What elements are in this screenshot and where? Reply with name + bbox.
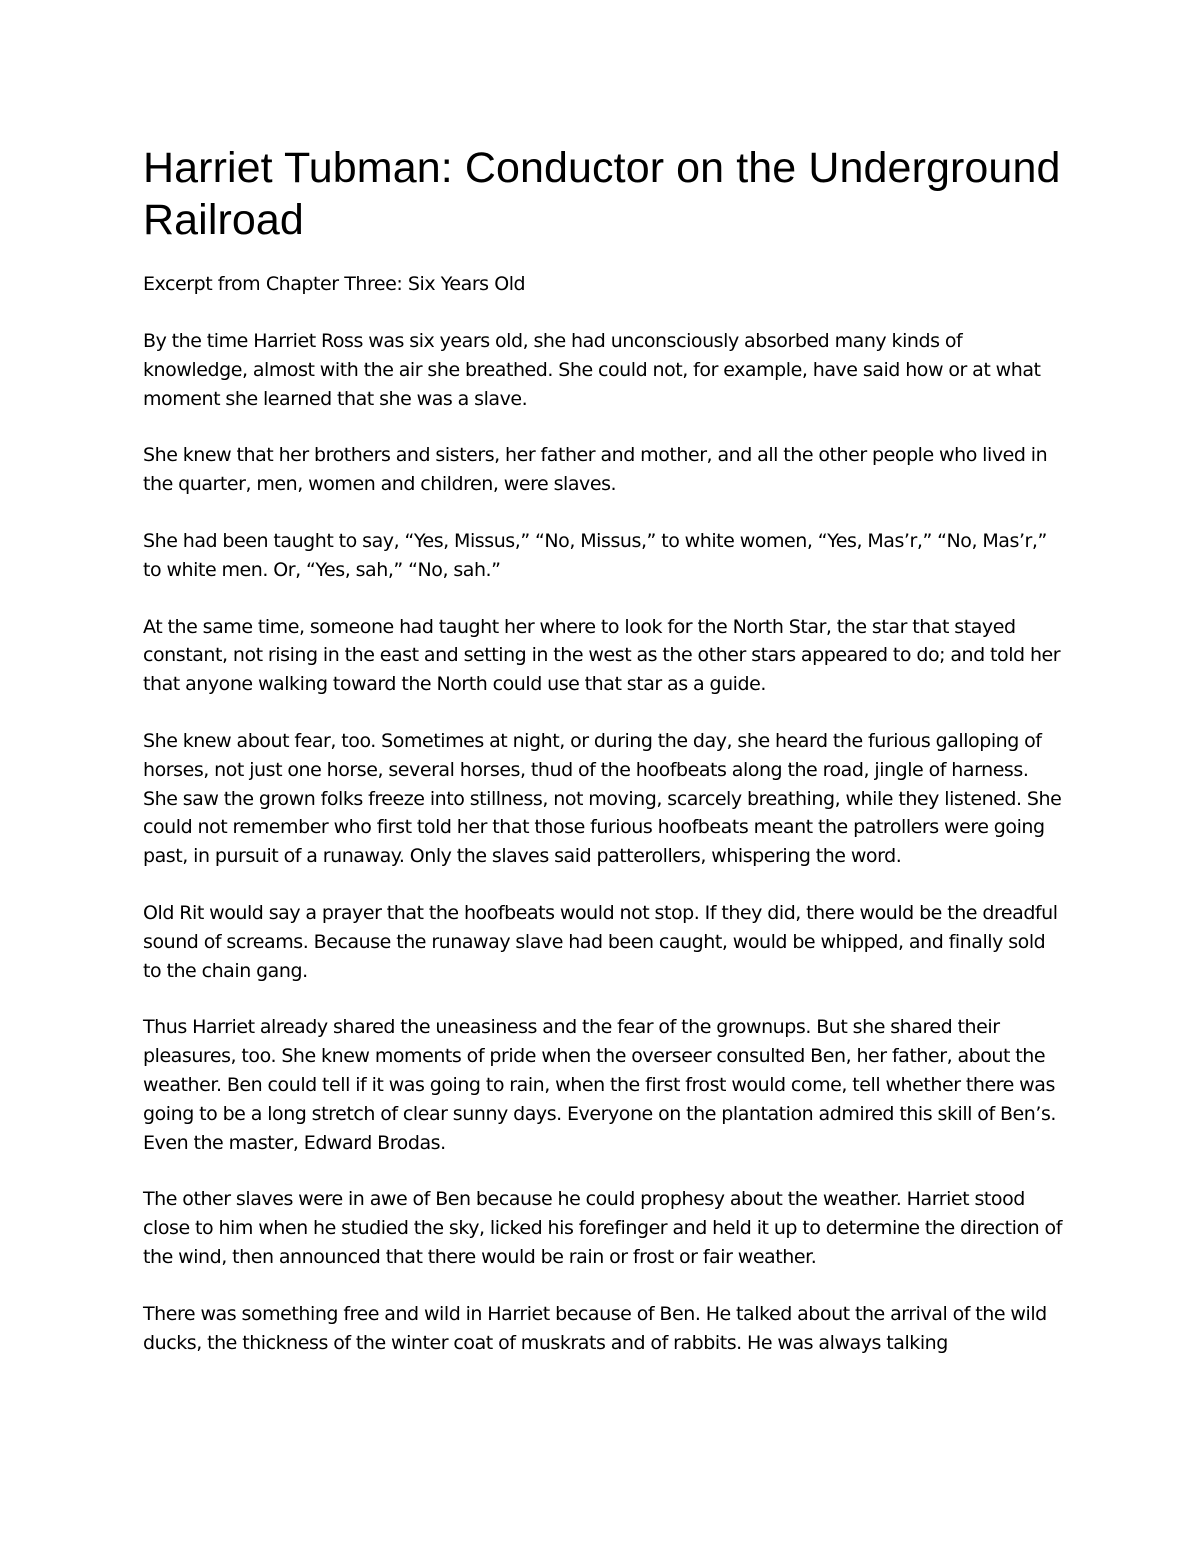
paragraph-9: There was something free and wild in Harriet because of Ben. He talked about the arrival of the wild ducks, the thickness of the winter coat of muskrats and of rabbits. He was always talking — [143, 1302, 1047, 1354]
paragraph-6: Old Rit would say a prayer that the hoofbeats would not stop. If they did, there would be the dreadful sound of screams. Because the runaway slave had been caught, would be whipped, and finally sold to the chain gang. — [143, 901, 1058, 982]
paragraph-8: The other slaves were in awe of Ben because he could prophesy about the weather. Harriet stood close to him when he studied the sky, licked his forefinger and held it up to determine the direction of the wind, then announced that there would be rain or frost or fair weather. — [143, 1188, 1062, 1268]
chapter-subtitle: Excerpt from Chapter Three: Six Years Old — [143, 273, 526, 295]
document-body — [143, 142, 1068, 1385]
paragraph-7: Thus Harriet already shared the uneasiness and the fear of the grownups. But she shared their pleasures, too. She knew moments of pride when the overseer consulted Ben, her father, about the weather. Ben could tell if it was going to rain, when the first frost would come, tell whether there was going to be a long stretch of clear sunny days. Everyone on the plantation admired this skill of Ben’s. Even the master, Edward Brodas. — [143, 1016, 1057, 1154]
paragraph-4: At the same time, someone had taught her where to look for the North Star, the star that stayed constant, not rising in the east and setting in the west as the other stars appeared to do; and told her that anyone walking toward the North could use that star as a guide. — [143, 615, 1061, 696]
paragraph-2: She knew that her brothers and sisters, her father and mother, and all the other people who lived in the quarter, men, women and children, were slaves. — [143, 444, 1048, 496]
paragraph-5: She knew about fear, too. Sometimes at night, or during the day, she heard the furious galloping of horses, not just one horse, several horses, thud of the hoofbeats along the road, jingle of harness. She saw the grown folks freeze into stillness, not moving, scarcely breathing, while they listened. She could not remember who first told her that those furious hoofbeats meant the patrollers were going past, in pursuit of a runaway. Only the slaves said patterollers, whispering the word. — [143, 729, 1062, 868]
page-title: Harriet Tubman: Conductor on the Underground Railroad — [143, 144, 1061, 244]
paragraph-1: By the time Harriet Ross was six years old, she had unconsciously absorbed many kinds of knowledge, almost with the air she breathed. She could not, for example, have said how or at what moment she learned that she was a slave. — [143, 330, 1041, 410]
paragraph-3: She had been taught to say, “Yes, Missus,” “No, Missus,” to white women, “Yes, Mas’r,” “No, Mas’r,” to white men. Or, “Yes, sah,” “No, sah.” — [143, 529, 1047, 581]
